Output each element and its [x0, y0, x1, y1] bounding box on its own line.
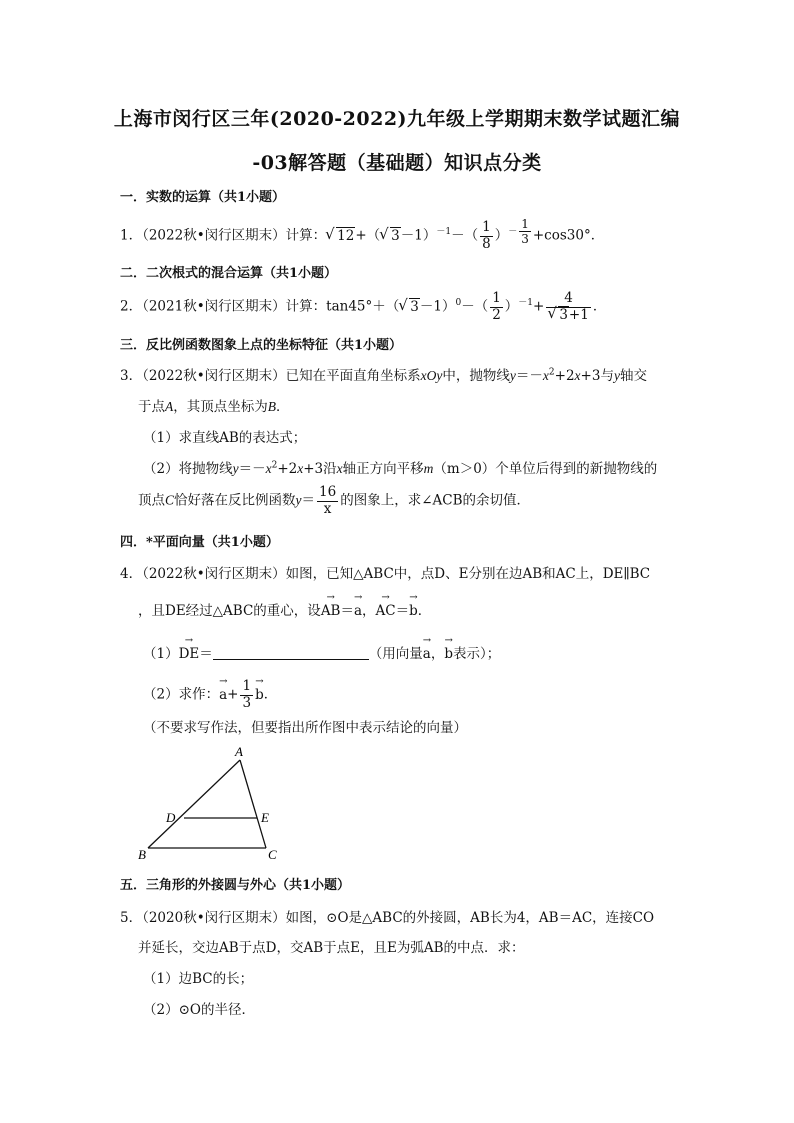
- fraction-denominator: x: [323, 500, 332, 517]
- fraction-one-third: [240, 680, 253, 710]
- question-3-line-1: [120, 364, 647, 384]
- q3-var-y: y: [232, 461, 239, 476]
- q3-text: （m＞0）个单位后得到的新抛物线的: [433, 461, 658, 477]
- q4-text: ．: [417, 603, 432, 619]
- denominator-tail: +1: [568, 306, 589, 323]
- q3-square: 2: [271, 460, 278, 471]
- q4-text: ，: [430, 646, 445, 662]
- q2-paren-close: ）: [504, 298, 519, 315]
- exponent-numerator: 1: [521, 217, 529, 231]
- q3-var-y: y: [509, 368, 516, 383]
- sqrt-3: [399, 299, 420, 315]
- question-4-part-1: [143, 642, 500, 662]
- q3-text: ．: [276, 399, 290, 415]
- sqrt-3: [380, 228, 401, 244]
- vector-a: a →: [423, 646, 431, 662]
- side-ab: [148, 760, 240, 848]
- section-heading-3: 三．反比例函数图象上点的坐标特征（共1小题）: [120, 338, 403, 353]
- fraction-16-over-x: [317, 486, 338, 516]
- q2-end: ．: [592, 298, 607, 315]
- answer-blank[interactable]: [213, 646, 369, 660]
- question-3-part-1: （1）求直线AB的表达式；: [143, 430, 307, 446]
- fraction-denominator: [546, 308, 591, 323]
- fraction-denominator: 2: [492, 306, 501, 323]
- q3-var-y: y: [613, 368, 620, 383]
- fraction-denominator: 8: [482, 235, 491, 252]
- q3-text: 的图象上，求∠ACB的余切值．: [340, 492, 531, 509]
- q3-text: ，其顶点坐标为: [173, 399, 268, 415]
- side-ac: [240, 760, 266, 848]
- q3-text: 轴正方向平移: [342, 461, 424, 477]
- q3-text: +3沿: [303, 461, 337, 477]
- question-3-line-2: [138, 395, 290, 415]
- question-4-part-2: [143, 680, 277, 710]
- q4-text: 表示）；: [453, 646, 501, 662]
- q2-mid: －1）: [419, 298, 456, 315]
- q4-text: +: [227, 686, 239, 703]
- section-heading-4: 四．*平面向量（共1小题）: [120, 535, 279, 550]
- q2-prefix: 2．（2021秋•闵行区期末）计算：tan45°＋（: [120, 298, 400, 315]
- sqrt-12: [326, 228, 355, 244]
- q3-text: 顶点: [138, 492, 165, 509]
- question-1: [120, 218, 604, 251]
- exponent-fraction: [519, 218, 531, 245]
- fraction-1-2: [490, 292, 503, 322]
- vector-b: b →: [255, 687, 264, 703]
- q3-var-y: y: [295, 492, 302, 508]
- fraction-denominator: 3: [242, 694, 252, 711]
- vector-a: a →: [219, 687, 227, 703]
- q1-minus-paren: －（: [451, 227, 479, 244]
- q4-text: （2）求作：: [143, 686, 220, 703]
- q4-text: ．: [263, 686, 278, 703]
- vector-b: b →: [444, 646, 453, 662]
- question-2: [120, 292, 606, 322]
- q3-text: 中，抛物线: [442, 368, 510, 384]
- q3-var-m: m: [423, 461, 434, 476]
- fraction-numerator: 16: [319, 484, 337, 500]
- q3-text: 于点: [138, 399, 165, 415]
- q3-var-x: x: [265, 461, 272, 476]
- q1-exponent-sign: －: [508, 227, 518, 237]
- triangle-abc-figure: [130, 742, 290, 866]
- page-title-line2: -03解答题（基础题）知识点分类: [252, 152, 542, 174]
- q3-text: ＝: [301, 492, 316, 509]
- q4-text: ＝: [395, 603, 410, 619]
- sqrt-3: [548, 306, 569, 323]
- question-3-part-2-cont: [138, 486, 530, 516]
- q3-xoy: xOy: [420, 368, 443, 383]
- fraction-4-over-sqrt3-plus-1: [546, 292, 591, 322]
- q3-var-x: x: [336, 461, 343, 476]
- q3-var-x: x: [297, 461, 304, 476]
- page-title-line1: 上海市闵行区三年(2020-2022)九年级上学期期末数学试题汇编: [113, 108, 681, 130]
- q3-var-x: x: [574, 368, 581, 383]
- q3-text: +3与: [580, 368, 614, 384]
- sqrt-3-radicand: 3: [391, 227, 400, 244]
- q1-exponent-minus-one: －1: [436, 227, 452, 237]
- vector-a: a →: [354, 603, 362, 619]
- label-b: B: [138, 847, 146, 862]
- q1-plus-paren: +（: [355, 227, 381, 244]
- vector-b: b →: [409, 603, 418, 619]
- q4-text: （用向量: [368, 646, 423, 662]
- fraction-numerator: 1: [242, 678, 252, 694]
- sqrt-3-radicand: 3: [410, 298, 419, 315]
- label-c: C: [268, 847, 277, 862]
- section-heading-2: 二．二次根式的混合运算（共1小题）: [120, 266, 338, 281]
- fraction-1-8: [480, 221, 493, 251]
- label-e: E: [261, 810, 269, 825]
- question-3-part-2: [143, 457, 657, 477]
- label-d: D: [166, 810, 176, 825]
- q3-text: 恰好落在反比例函数: [174, 492, 296, 509]
- q4-text: ，: [362, 603, 376, 619]
- q3-point-a: A: [165, 399, 174, 414]
- section-heading-1: 一．实数的运算（共1小题）: [120, 190, 286, 205]
- question-4-line-2: [138, 599, 431, 619]
- q3-var-x: x: [542, 368, 549, 383]
- q3-text: +2: [554, 368, 575, 384]
- question-5-line-2: 并延长，交边AB于点D，交AB于点E，且E为弧AB的中点．求：: [138, 940, 525, 956]
- q3-point-b: B: [267, 399, 276, 414]
- question-5-part-1: （1）边BC的长；: [143, 971, 254, 987]
- question-5-line-1: 5．（2020秋•闵行区期末）如图，⊙O是△ABC的外接圆，AB长为4，AB＝AC，连接CO: [120, 910, 655, 926]
- q3-point-c: C: [165, 492, 175, 508]
- fraction-numerator: 4: [546, 292, 591, 308]
- section-heading-5: 五．三角形的外接圆与外心（共1小题）: [120, 878, 351, 893]
- vector-de: DE →: [179, 646, 200, 662]
- sqrt-3-radicand: 3: [559, 306, 568, 323]
- q1-exponent: [508, 217, 533, 246]
- q4-text: ，且DE经过△ABC的重心，设: [138, 603, 321, 619]
- q3-square: 2: [548, 367, 555, 378]
- label-a: A: [235, 744, 243, 759]
- fraction-numerator: 1: [492, 290, 501, 306]
- sqrt-12-radicand: 12: [337, 227, 355, 244]
- vector-ab: AB →: [321, 603, 341, 619]
- q2-plus: +: [533, 298, 545, 315]
- q4-text: ＝: [340, 603, 354, 619]
- q1-prefix: 1．（2022秋•闵行区期末）计算：: [120, 227, 327, 244]
- q1-paren-close: ）: [494, 227, 509, 244]
- q1-minus-one-paren: －1）: [400, 227, 437, 244]
- q3-text: +2: [277, 461, 298, 477]
- q3-text: 轴交: [619, 368, 647, 384]
- question-4-line-1: 4．（2022秋•闵行区期末）如图，已知△ABC中，点D、E分别在边AB和AC上，DE∥BC: [120, 566, 651, 582]
- q2-exponent-zero: 0: [455, 298, 462, 308]
- question-4-note: （不要求写作法，但要指出所作图中表示结论的向量）: [143, 720, 467, 736]
- exponent-denominator: 3: [521, 232, 529, 246]
- q4-text: ＝: [199, 646, 213, 662]
- q2-minus-paren: －（: [461, 298, 489, 315]
- q4-text: （1）: [143, 646, 179, 662]
- q3-text: ＝－: [515, 368, 543, 384]
- vector-ac: AC →: [376, 603, 396, 619]
- fraction-numerator: 1: [482, 219, 491, 235]
- q3-text: （2）将抛物线: [143, 461, 233, 477]
- q3-text: 3．（2022秋•闵行区期末）已知在平面直角坐标系: [120, 368, 421, 384]
- q2-exponent-minus-one: －1: [518, 298, 534, 308]
- question-5-part-2: （2）⊙O的半径．: [143, 1002, 255, 1018]
- q3-text: ＝－: [238, 461, 266, 477]
- q1-tail: +cos30°．: [532, 227, 605, 244]
